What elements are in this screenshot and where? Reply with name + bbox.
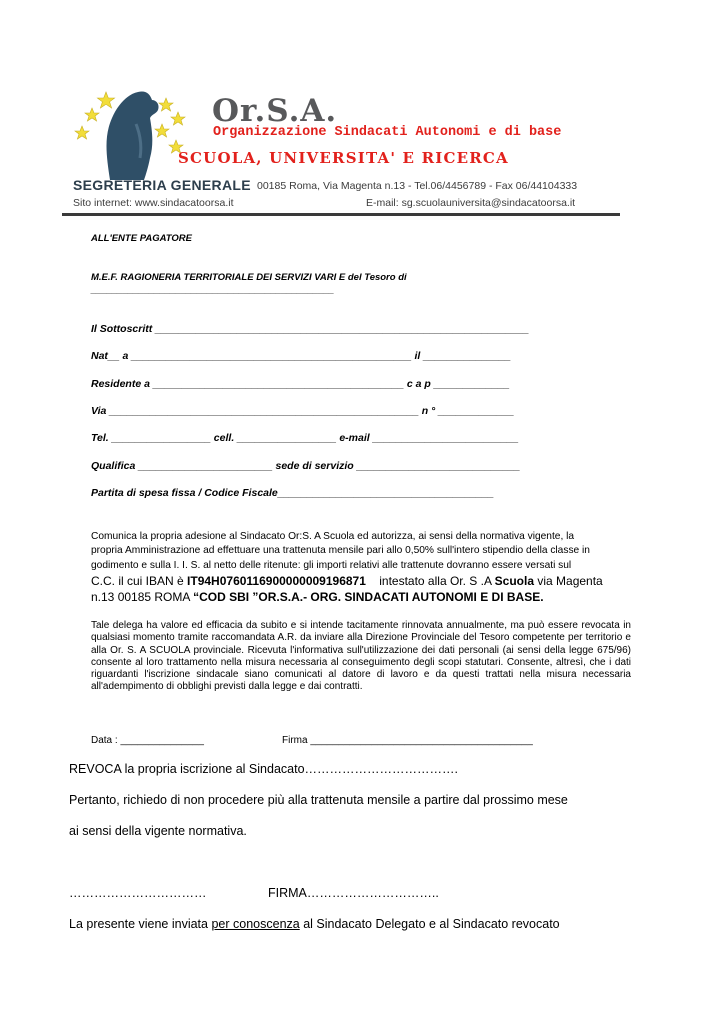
- firma-field[interactable]: Firma ________________________________________: [282, 735, 533, 746]
- orsa-logo-icon: [66, 84, 196, 184]
- field-via[interactable]: Via _____________________________________________________ n ° _____________: [91, 405, 515, 417]
- p1-line2: propria Amministrazione ad effettuare una trattenuta mensile pari allo 0,50% sull'intero stipendio della classe in: [91, 545, 590, 556]
- p1-cod-sbi: “COD SBI ”OR.S.A.- ORG. SINDACATI AUTONOMI E DI BASE.: [193, 590, 544, 604]
- revoca-firma[interactable]: FIRMA…………………………..: [268, 886, 439, 900]
- field-sottoscritto[interactable]: Il Sottoscritt ________________________________________________________________: [91, 323, 529, 335]
- field-residente[interactable]: Residente a ___________________________________________ c a p _____________: [91, 378, 510, 390]
- mef-blank[interactable]: ______________________________________________: [91, 285, 335, 296]
- revoca-date-dots[interactable]: ……………………………: [69, 886, 207, 900]
- final-note: [69, 917, 560, 931]
- mef-line: M.E.F. RAGIONERIA TERRITORIALE DEI SERVIZI VARI E del Tesoro di: [91, 272, 407, 283]
- field-partita-spesa[interactable]: Partita di spesa fissa / Codice Fiscale_____________________________________: [91, 487, 494, 499]
- field-tel[interactable]: Tel. _________________ cell. _________________ e-mail _________________________: [91, 432, 519, 444]
- header-address: 00185 Roma, Via Magenta n.13 - Tel.06/4456789 - Fax 06/44104333: [257, 180, 578, 192]
- logo-subtitle: Organizzazione Sindacati Autonomi e di base: [213, 125, 562, 140]
- p1-via: via Magenta: [537, 574, 603, 588]
- p1-iban: IT94H0760116900000009196871: [187, 574, 366, 588]
- p1-line5: [91, 590, 544, 604]
- segreteria-title: SEGRETERIA GENERALE: [73, 177, 251, 193]
- normativa-line: ai sensi della vigente normativa.: [69, 824, 247, 838]
- pertanto-line: Pertanto, richiedo di non procedere più alla trattenuta mensile a partire dal prossimo mese: [69, 793, 568, 807]
- p1-intestato: intestato alla Or. S .A: [379, 574, 492, 588]
- p1-line3: godimento e sulla I. I. S. al netto delle ritenute: gli importi relativi alle trattenute dovranno essere versati sul: [91, 560, 572, 571]
- field-qualifica[interactable]: Qualifica _______________________ sede di servizio ____________________________: [91, 460, 521, 472]
- p1-cc: C.C. il cui IBAN è: [91, 574, 184, 588]
- final-note-a: La presente viene inviata: [69, 917, 212, 931]
- header-email: E-mail: sg.scuolauniversita@sindacatoorsa.it: [366, 197, 576, 209]
- final-note-underlined: per conoscenza: [211, 917, 300, 931]
- logo-title: Or.S.A.: [212, 93, 338, 129]
- revoca-line: REVOCA la propria iscrizione al Sindacato……………………………….: [69, 762, 459, 776]
- header-site: Sito internet: www.sindacatoorsa.it: [73, 197, 234, 209]
- field-nato[interactable]: Nat__ a ________________________________________________ il _______________: [91, 350, 511, 362]
- p1-line1: Comunica la propria adesione al Sindacato Or:S. A Scuola ed autorizza, ai sensi della normativa vigente, la: [91, 531, 575, 542]
- header-divider: [62, 213, 620, 216]
- logo-sector: SCUOLA, UNIVERSITA' E RICERCA: [178, 149, 509, 167]
- p2-delega: Tale delega ha valore ed efficacia da subito e si intende tacitamente rinnovata annualmente, ma può essere revocata in qualsiasi momento tramite raccomandata A.R. da inviare alla Direzione Provinciale del Tesoro competente per territorio e alla Or. S. A SCUOLA provinciale. Ricevuta l'informativa sull'utilizzazione dei dati personali (ai sensi della legge 675/96) consente al loro trattamento nella misura necessaria al conseguimento degli scopi statutari. Consente, altresì, che i dati riguardanti l'iscrizione sindacale siano comunicati al datore di lavoro e da questi trattati nella misura necessaria all'adempimento di obblighi previsti dalla legge e dai contratti.: [91, 620, 631, 693]
- final-note-b: al Sindacato Delegato e al Sindacato revocato: [299, 917, 560, 931]
- recipient-label: ALL'ENTE PAGATORE: [91, 233, 192, 244]
- p1-roma: n.13 00185 ROMA: [91, 590, 190, 604]
- data-field[interactable]: Data : _______________: [91, 735, 204, 746]
- p1-scuola: Scuola: [494, 574, 534, 588]
- p1-line4: [91, 574, 603, 588]
